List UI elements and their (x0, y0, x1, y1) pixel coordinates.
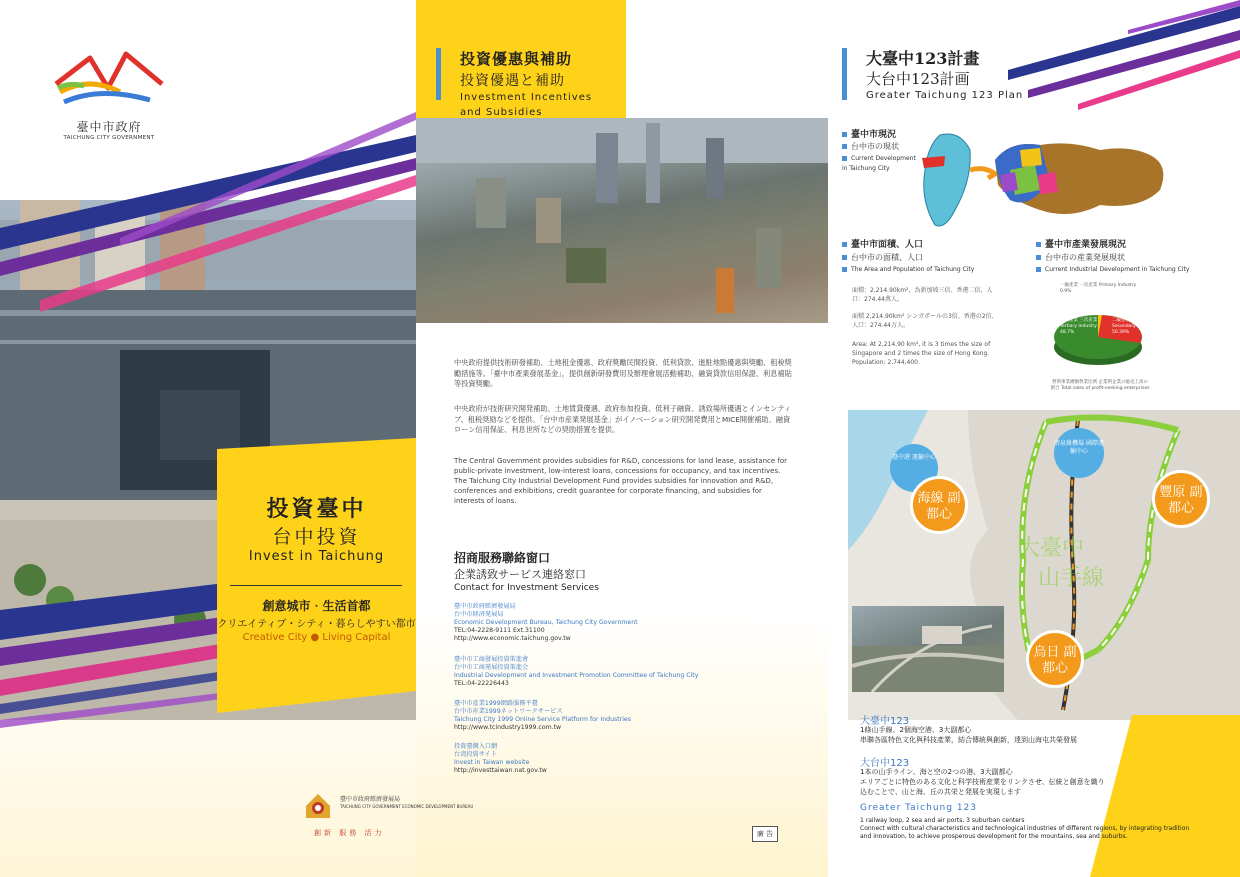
gt-heading-zh: 大臺中123 (860, 716, 910, 727)
contact-heading-jp: 企業誘致サービス連絡窓口 (454, 568, 586, 581)
contact-heading-en: Contact for Investment Services (454, 583, 599, 593)
title-en: Invest in Taichung (248, 549, 385, 564)
bullet-square (842, 156, 847, 161)
area-population-section (842, 240, 1002, 275)
decorative-stripes (0, 0, 416, 877)
contact-name-jp: 台湾投資サイト (454, 751, 497, 758)
bullet-square (1036, 267, 1041, 272)
edb-name-en: TAICHUNG CITY GOVERNMENT ECONOMIC DEVELOPMENT BUREAU (340, 804, 474, 809)
title-zh-jp: 台中投資 (272, 526, 361, 548)
slogan-zh: 創意城市‧生活首都 (262, 599, 371, 613)
current-dev-zh: 臺中市現況 (851, 130, 897, 140)
edb-name-zh: 臺中市政府經濟發展局 (340, 796, 401, 803)
gt-en-line1: 1 railway loop, 2 sea and air ports, 3 suburban centers (860, 817, 1025, 824)
bullet-square (842, 255, 847, 260)
contact-item (454, 743, 784, 775)
contact-tel: TEL:04-2228-9111 Ext.31100 (454, 627, 545, 634)
paragraph-jp: 中央政府が技術研究開発補助、土地賃貸優遇、政府参加投資、低利子融資、誘致場所優遇とインセンティブ、租税奨励などを提供。「台中市産業発展基金」がイノベーション研究開発費用とMICE開催補助、融資ローン信用保証、利息世所などの奨励措置を提供。 (454, 404, 792, 434)
contact-name-jp: 台中市工商発展投資策進会 (454, 664, 529, 671)
invest-title-card (217, 438, 416, 713)
taiwan-taichung-map (900, 130, 1200, 240)
slogan-en: Creative City ● Living Capital (242, 632, 391, 643)
industry-heading-jp: 台中市の産業発展現状 (1045, 253, 1125, 262)
shanshou-watermark: 大臺中 (1018, 536, 1085, 561)
gt-jp-line2: エリアごとに特色のある文化と科学技術産業をリンクさせ、伝統と創意を織り (860, 778, 1105, 786)
pie-note: 營利事業總額營業比例 企業利企業の総売上高の割合 Total sales of profit-seeking enterprises (1050, 380, 1150, 391)
logo-text-zh: 臺中市政府 (76, 120, 142, 134)
contact-item (454, 656, 784, 688)
contact-url[interactable]: http://www.tcindustry1999.com.tw (454, 724, 562, 731)
contact-heading-zh: 招商服務聯絡窗口 (454, 551, 551, 565)
middle-panel (416, 0, 828, 877)
slogan-jp: クリエイティブ・シティ・暮らしやすい都市 (217, 619, 416, 630)
pie-label-primary: 一級產業 一次産業 Primary Industry 0.9% (1060, 283, 1137, 294)
bullet-square (1036, 255, 1041, 260)
contact-url[interactable]: http://www.economic.taichung.gov.tw (454, 635, 571, 642)
gt-zh-line2: 串聯各區特色文化與科技產業，結合傳統與創新，達到山海屯共榮發展 (860, 736, 1077, 744)
divider (230, 585, 402, 586)
gt-heading-en: Greater Taichung 123 (860, 803, 977, 813)
bullet-square (842, 267, 847, 272)
title-zh-trad: 投資臺中 (266, 496, 367, 522)
gt-jp-line1: 1本の山手ライン、海と空の2つの港、3大副都心 (860, 768, 1013, 776)
plan-heading-accent-bar (842, 48, 847, 100)
area-text-zh: 面積：2,214.90km²，為新加坡三倍、香港二倍，人口：274.44萬人。 (852, 287, 993, 303)
city-aerial-photo (416, 118, 828, 323)
wuri-station-photo (852, 606, 1004, 692)
contact-name-en: Economic Development Bureau, Taichung City Government (454, 619, 638, 626)
area-heading-en: The Area and Population of Taichung City (851, 266, 975, 273)
contact-tel: TEL:04-22226443 (454, 680, 509, 687)
industry-heading-zh: 臺中市產業發展現況 (1045, 240, 1127, 250)
left-panel (0, 0, 416, 877)
haixian-center: 海線 副都心 (910, 476, 968, 534)
edb-logo (303, 790, 333, 820)
industry-section (1036, 240, 1236, 275)
heading-accent-bar (436, 48, 441, 100)
plan-heading-en: Greater Taichung 123 Plan (866, 90, 1024, 101)
wuri-center: 烏日 副都心 (1026, 630, 1084, 688)
current-dev-jp: 台中市の現状 (851, 142, 899, 151)
gt-zh-line1: 1條山手線、2個海空港、3大副都心 (860, 726, 972, 734)
bullet-square (842, 242, 847, 247)
pie-label-secondary: 二級產業 二次産業 Secondary Industry 50.39% (1112, 318, 1156, 335)
contact-url[interactable]: http://investtaiwan.nat.gov.tw (454, 767, 547, 774)
edb-slogan: 創新 服務 活力 (314, 829, 385, 837)
gt-heading-jp: 大台中123 (860, 758, 910, 769)
bullet-square (842, 132, 847, 137)
area-text-jp: 面積 2,214.90km² シンガポールの3倍、香港の2倍、人口：274.44万人。 (852, 313, 998, 329)
industry-heading-en: Current Industrial Development in Taichung City (1045, 266, 1190, 273)
current-dev-en: Current Development in Taichung City (842, 155, 916, 172)
contact-name-zh: 臺中市政府經濟發展局 (454, 603, 516, 610)
fengyuan-center: 豐原 副都心 (1152, 470, 1210, 528)
bullet-square (842, 144, 847, 149)
contact-item (454, 700, 784, 732)
plan-heading-zh: 大臺中123計畫 (866, 49, 980, 68)
incentives-heading-zh: 投資優惠與補助 (460, 50, 573, 68)
logo-text-en: TAICHUNG CITY GOVERNMENT (63, 135, 155, 141)
contact-name-zh: 臺中市產業1999網路服務平臺 (454, 700, 538, 707)
ching-chuan-kang-bubble: 清泉崗機場 國際運輸中心 (1054, 428, 1104, 478)
area-heading-zh: 臺中市面積、人口 (851, 240, 924, 250)
contact-name-zh: 臺中市工商發展投資策進會 (454, 656, 529, 663)
ad-label: 廣 告 (752, 826, 778, 842)
contact-name-jp: 台中市産業1999ネットワークサービス (454, 708, 563, 715)
contact-name-en: Taichung City 1999 Online Service Platform for Industries (454, 716, 631, 723)
area-heading-jp: 台中市の面積、人口 (851, 253, 923, 262)
paragraph-en: The Central Government provides subsidies for R&D, concessions for land lease, assistance for public-private investment, low-interest loans, concessions for occupancy, and tax incentives. The Taichung City Industrial Development Fund provides subsidies for innovation and R&D, conferences and exhibitions, credit guarantee for corporate financing, and subsidies for interests of loans. (454, 457, 788, 505)
gt-en-line2: Connect with cultural characteristics and technological industries of different regions, by integrating tradition and innovation, to achieve prosperous development for the mountains, sea and suburbs. (860, 825, 1190, 840)
taichung-port-bubble: 臺中港 運輸中心 (890, 444, 938, 492)
plan-heading-jp: 大台中123計画 (866, 70, 970, 88)
area-text-en: Area: At 2,214.90 km², it is 3 times the size of Singapore and 2 times the size of Hong Kong. Population: 2,744,400. (852, 341, 991, 366)
contact-item (454, 603, 784, 643)
paragraph-zh: 中央政府提供技術研發補助、土地租金優惠、政府獎勵民間投資、低利貸款、進駐地點優惠與獎勵、租稅獎勵措施等。「臺中市產業發展基金」，提供創新研發費用及辦理會展活動補助、融資貸款信用保證、利息補貼等投資獎勵。 (454, 358, 792, 388)
contact-name-en: Invest in Taiwan website (454, 759, 530, 766)
edb-name (340, 796, 473, 810)
bullet-square (1036, 242, 1041, 247)
pie-label-tertiary: 三級產業 三次産業 Tertiary Industry 48.7% (1060, 318, 1098, 335)
shanshou-watermark-2: 山手線 (1038, 566, 1105, 591)
incentives-heading-en1: Investment Incentives (460, 92, 593, 103)
gt-jp-line3: 込むことで、山と海、丘の共栄と発展を実現します (860, 788, 1021, 796)
contact-name-jp: 台中市経済発展局 (454, 611, 504, 618)
incentives-heading-jp: 投資優遇と補助 (460, 73, 565, 89)
contact-name-en: Industrial Development and Investment Promotion Committee of Taichung City (454, 672, 699, 679)
incentives-heading-en2: and Subsidies (460, 107, 543, 118)
contact-name-zh: 投資臺灣入口網 (454, 743, 498, 750)
